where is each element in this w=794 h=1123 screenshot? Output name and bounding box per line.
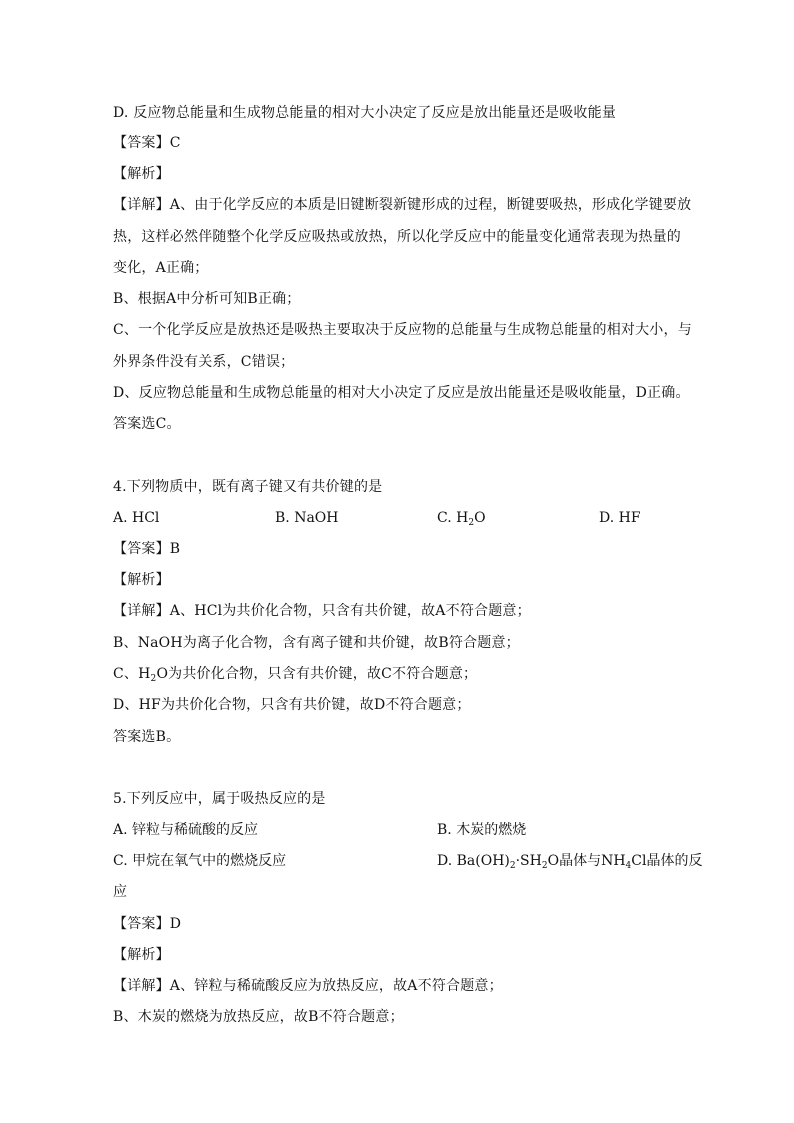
q5-option-d: D. $Ba(OH)_2\cdot SH_2O$晶体与$NH_4Cl$晶体的反 — [437, 853, 703, 871]
q5-stem: 5.下列反应中，属于吸热反应的是 — [113, 791, 326, 807]
q3-detail-line-4: B、根据A中分析可知B正确； — [113, 291, 301, 307]
q4-detail-line-1: 【详解】A、HCl为共价化合物，只含有共价键，故A不符合题意； — [113, 603, 531, 619]
q5-option-d-wrap: 应 — [113, 884, 128, 900]
q3-detail-line-3: 变化，A正确； — [113, 260, 209, 276]
q3-detail-line-6: 外界条件没有关系，C错误； — [113, 354, 295, 370]
q3-answer: 【答案】C — [113, 135, 181, 151]
q3-detail-line-7: D、反应物总能量和生成物总能量的相对大小决定了反应是放出能量还是吸收能量，D正确。 — [113, 385, 690, 401]
q4-stem: 4.下列物质中，既有离子键又有共价键的是 — [113, 479, 383, 495]
q4-detail-line-2: B、NaOH为离子化合物，含有离子键和共价键，故B符合题意； — [113, 635, 520, 651]
q5-analysis-heading: 【解析】 — [113, 947, 170, 963]
q4-detail-line-3: C、$H_2O$为共价化合物，只含有共价键，故C不符合题意； — [113, 666, 478, 684]
q3-detail-line-1: 【详解】A、由于化学反应的本质是旧键断裂新键形成的过程，断键要吸热，形成化学键要放 — [113, 197, 692, 213]
q4-option-d: D. HF — [599, 510, 641, 526]
q5-option-b: B. 木炭的燃烧 — [437, 822, 527, 838]
q4-analysis-heading: 【解析】 — [113, 572, 170, 588]
q3-option-d: D. 反应物总能量和生成物总能量的相对大小决定了反应是放出能量还是吸收能量 — [113, 105, 617, 121]
q5-option-c: C. 甲烷在氧气中的燃烧反应 — [113, 853, 287, 869]
q5-detail-line-1: 【详解】A、锌粒与稀硫酸反应为放热反应，故A不符合题意； — [113, 978, 503, 994]
q5-option-a: A. 锌粒与稀硫酸的反应 — [113, 822, 259, 838]
q4-option-b: B. NaOH — [275, 510, 339, 526]
q4-answer: 【答案】B — [113, 541, 181, 557]
q4-option-c: C. $H_2O$ — [437, 510, 486, 528]
q5-detail-line-2: B、木炭的燃烧为放热反应，故B不符合题意； — [113, 1009, 404, 1025]
q3-analysis-heading: 【解析】 — [113, 166, 170, 182]
q4-detail-line-4: D、HF为共价化合物，只含有共价键，故D不符合题意； — [113, 697, 471, 713]
q3-detail-line-2: 热，这样必然伴随整个化学反应吸热或放热，所以化学反应中的能量变化通常表现为热量的 — [113, 229, 681, 245]
q3-detail-line-5: C、一个化学反应是放热还是吸热主要取决于反应物的总能量与生成物总能量的相对大小，与 — [113, 322, 692, 338]
q3-conclusion: 答案选C。 — [113, 416, 181, 432]
q5-answer: 【答案】D — [113, 916, 182, 932]
q4-option-a: A. HCl — [113, 510, 160, 526]
q4-conclusion: 答案选B。 — [113, 729, 181, 745]
